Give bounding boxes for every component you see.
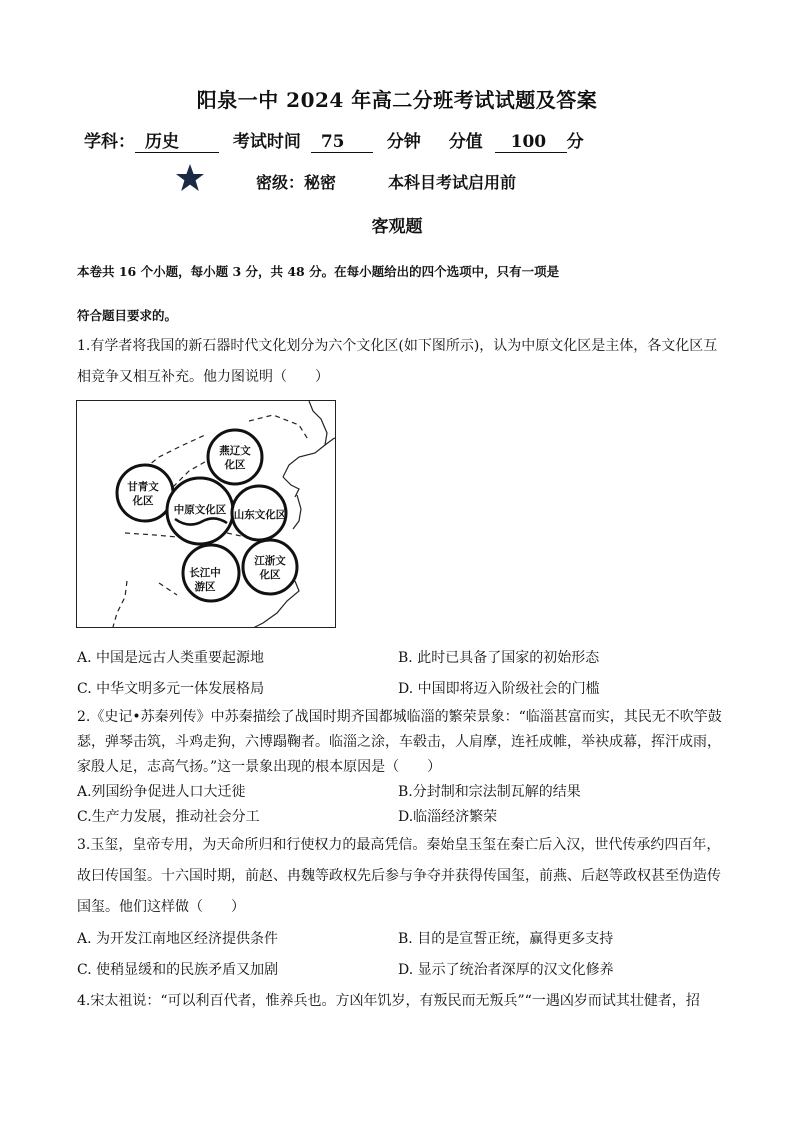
secret-level: 密级：秘密 [256,173,337,192]
question-2-line-2: 瑟，弹琴击筑，斗鸡走狗，六博蹋鞠者。临淄之涂，车毂击，人肩摩，连衽成帷，举袂成幕，挥汗成雨， [77,734,721,750]
question-2-option-c[interactable]: C.生产力发展，推动社会分工 [77,809,260,825]
question-2-option-a[interactable]: A.列国纷争促进人口大迁徙 [77,784,246,800]
question-4-line-1: 4.宋太祖说：“可以利百代者，惟养兵也。方凶年饥岁，有叛民而无叛兵”“一遇凶岁而试其壮健者，招 [77,993,700,1009]
score-unit: 分 [566,132,584,152]
question-1-option-c[interactable]: C. 中华文明多元一体发展格局 [77,681,265,697]
question-3-option-a[interactable]: A. 为开发江南地区经济提供条件 [77,931,279,947]
question-2-option-d[interactable]: D.临淄经济繁荣 [398,809,498,825]
question-2-option-b[interactable]: B.分封制和宗法制瓦解的结果 [398,784,581,800]
region-label-shandong: 山东文化区 [233,509,287,521]
secret-note: 本科目考试启用前 [388,173,517,192]
region-label-ganqing-2: 化区 [132,495,154,507]
region-label-ganqing-1: 甘青文 [127,481,159,493]
question-3-line-1: 3.玉玺，皇帝专用，为天命所归和行使权力的最高凭信。秦始皇玉玺在秦亡后入汉，世代传承约四百年， [77,837,721,853]
region-circle-yanliao [208,430,262,484]
region-circle-ganqing [117,465,173,521]
region-circle-jiangzhe [243,540,297,594]
time-label: 考试时间 [232,132,301,152]
region-label-jiangzhe-1: 江浙文 [254,555,286,567]
question-3-option-c[interactable]: C. 使稍显缓和的民族矛盾又加剧 [77,962,279,978]
page-title: 阳泉一中 2024 年高二分班考试试题及答案 [196,88,598,112]
section-title: 客观题 [371,217,423,237]
question-3-option-b[interactable]: B. 目的是宣誓正统，赢得更多支持 [398,931,614,947]
question-3-line-2: 故曰传国玺。十六国时期，前赵、冉魏等政权先后参与争夺并获得传国玺，前燕、后赵等政权甚至伪造传 [77,868,721,884]
question-3-line-3: 国玺。他们这样做（ ） [77,899,245,915]
score-label: 分值 [448,132,483,152]
region-label-changjiang-2: 游区 [194,581,216,593]
region-label-jiangzhe-2: 化区 [259,569,281,581]
region-label-yanliao-2: 化区 [224,459,246,471]
question-1-line-1: 1.有学者将我国的新石器时代文化划分为六个文化区(如下图所示)，认为中原文化区是主体，各文化区互 [77,338,718,354]
time-value: 75 [320,132,345,152]
exam-meta [84,127,584,153]
star-icon [175,163,205,193]
question-1-option-d[interactable]: D. 中国即将迈入阶级社会的门槛 [398,681,600,697]
question-2-line-3: 家殷人足，志高气扬。”这一景象出现的根本原因是（ ） [77,759,442,775]
region-label-yanliao-1: 燕辽文 [219,445,251,457]
question-2-line-1: 2.《史记•苏秦列传》中苏秦描绘了战国时期齐国都城临淄的繁荣景象：“临淄甚富而实，其民无不吹竽鼓 [77,709,722,725]
region-label-changjiang-1: 长江中 [189,567,221,579]
map-figure [77,401,336,628]
subject-value: 历史 [145,132,179,152]
question-3-option-d[interactable]: D. 显示了统治者深厚的汉文化修养 [398,962,614,978]
question-1-option-a[interactable]: A. 中国是远古人类重要起源地 [77,650,265,666]
score-value: 100 [510,132,547,152]
section-intro-1: 本卷共 16 个小题，每小题 3 分，共 48 分。在每小题给出的四个选项中，只有一项是 [77,264,560,279]
subject-label: 学科： [84,132,135,152]
culture-region-map [76,400,336,628]
time-unit: 分钟 [386,132,421,152]
question-1-line-2: 相竞争又相互补充。他力图说明（ ） [77,369,329,385]
question-1-option-b[interactable]: B. 此时已具备了国家的初始形态 [398,650,600,666]
section-intro-2: 符合题目要求的。 [77,308,178,323]
region-label-zhongyuan: 中原文化区 [173,504,227,516]
